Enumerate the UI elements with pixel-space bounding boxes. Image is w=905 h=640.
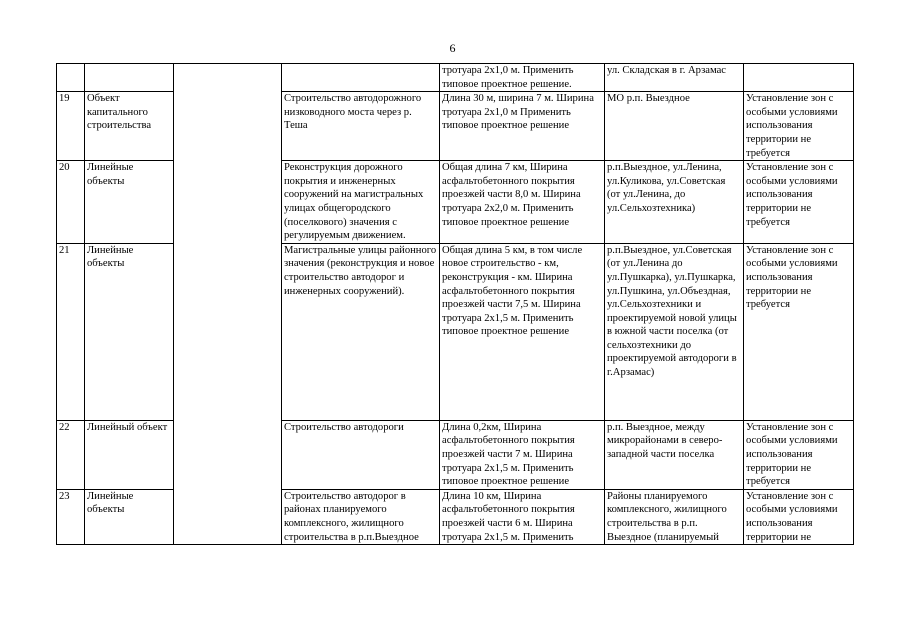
row-number-cell: 19 bbox=[57, 92, 85, 161]
parameters-cell: Длина 30 м, ширина 7 м. Ширина тротуара 2х1,0 м Применить типовое проектное решение bbox=[440, 92, 605, 161]
zones-cell: Установление зон с особыми условиями использования территории не bbox=[744, 489, 854, 544]
row-number-cell: 22 bbox=[57, 420, 85, 489]
object-type-cell: Линейные объекты bbox=[85, 243, 174, 420]
object-name-cell bbox=[282, 64, 440, 92]
merged-empty-column bbox=[174, 64, 282, 545]
object-name-cell: Строительство автодорожного низководного моста через р. Теша bbox=[282, 92, 440, 161]
object-name-cell: Реконструкция дорожного покрытия и инженерных сооружений на магистральных улицах общегородского (поселкового) значения с регулируемым движением. bbox=[282, 161, 440, 244]
row-number-cell: 20 bbox=[57, 161, 85, 244]
zones-cell bbox=[744, 64, 854, 92]
parameters-cell: тротуара 2х1,0 м. Применить типовое проектное решение. bbox=[440, 64, 605, 92]
parameters-cell: Общая длина 5 км, в том числе новое строительство - км, реконструкция - км. Ширина асфальтобетонного покрытия проезжей части 7,5 м. Ширина тротуара 2х1,5 м. Применить типовое проектное решение bbox=[440, 243, 605, 420]
row-number-cell: 21 bbox=[57, 243, 85, 420]
location-cell: р.п.Выездное, ул.Ленина, ул.Куликова, ул.Советская (от ул.Ленина, до ул.Сельхозтехника) bbox=[605, 161, 744, 244]
object-type-cell: Линейные объекты bbox=[85, 489, 174, 544]
zones-cell: Установление зон с особыми условиями использования территории не требуется bbox=[744, 161, 854, 244]
object-type-cell: Объект капитального строительства bbox=[85, 92, 174, 161]
zones-cell: Установление зон с особыми условиями использования территории не требуется bbox=[744, 92, 854, 161]
location-cell: ул. Складская в г. Арзамас bbox=[605, 64, 744, 92]
location-cell: Районы планируемого комплексного, жилищного строительства в р.п. Выездное (планируемый bbox=[605, 489, 744, 544]
object-type-cell: Линейный объект bbox=[85, 420, 174, 489]
location-cell: МО р.п. Выездное bbox=[605, 92, 744, 161]
object-type-cell bbox=[85, 64, 174, 92]
planning-table bbox=[56, 63, 854, 545]
row-number-cell bbox=[57, 64, 85, 92]
parameters-cell: Длина 10 км, Ширина асфальтобетонного покрытия проезжей части 6 м. Ширина тротуара 2х1,5 м. Применить bbox=[440, 489, 605, 544]
object-name-cell: Строительство автодороги bbox=[282, 420, 440, 489]
location-cell: р.п.Выездное, ул.Советская (от ул.Ленина до ул.Пушкарка), ул.Пушкарка, ул.Пушкина, ул.Объездная, ул.Сельхозтехники и проектируемой новой улицы в южной части поселка (от сельхозтехники до проектируемой автодороги в г.Арзамас) bbox=[605, 243, 744, 420]
parameters-cell: Общая длина 7 км, Ширина асфальтобетонного покрытия проезжей части 8,0 м. Ширина тротуара 2х2,0 м. Применить типовое проектное решение bbox=[440, 161, 605, 244]
location-cell: р.п. Выездное, между микрорайонами в северо-западной части поселка bbox=[605, 420, 744, 489]
object-name-cell: Строительство автодорог в районах планируемого комплексного, жилищного строительства в р.п.Выездное bbox=[282, 489, 440, 544]
row-number-cell: 23 bbox=[57, 489, 85, 544]
page-number: 6 bbox=[449, 41, 456, 55]
zones-cell: Установление зон с особыми условиями использования территории не требуется bbox=[744, 420, 854, 489]
object-name-cell: Магистральные улицы районного значения (реконструкция и новое строительство автодорог и инженерных сооружений). bbox=[282, 243, 440, 420]
table-row bbox=[57, 64, 854, 92]
zones-cell: Установление зон с особыми условиями использования территории не требуется bbox=[744, 243, 854, 420]
object-type-cell: Линейные объекты bbox=[85, 161, 174, 244]
parameters-cell: Длина 0,2км, Ширина асфальтобетонного покрытия проезжей части 7 м. Ширина тротуара 2х1,5 м. Применить типовое проектное решение bbox=[440, 420, 605, 489]
